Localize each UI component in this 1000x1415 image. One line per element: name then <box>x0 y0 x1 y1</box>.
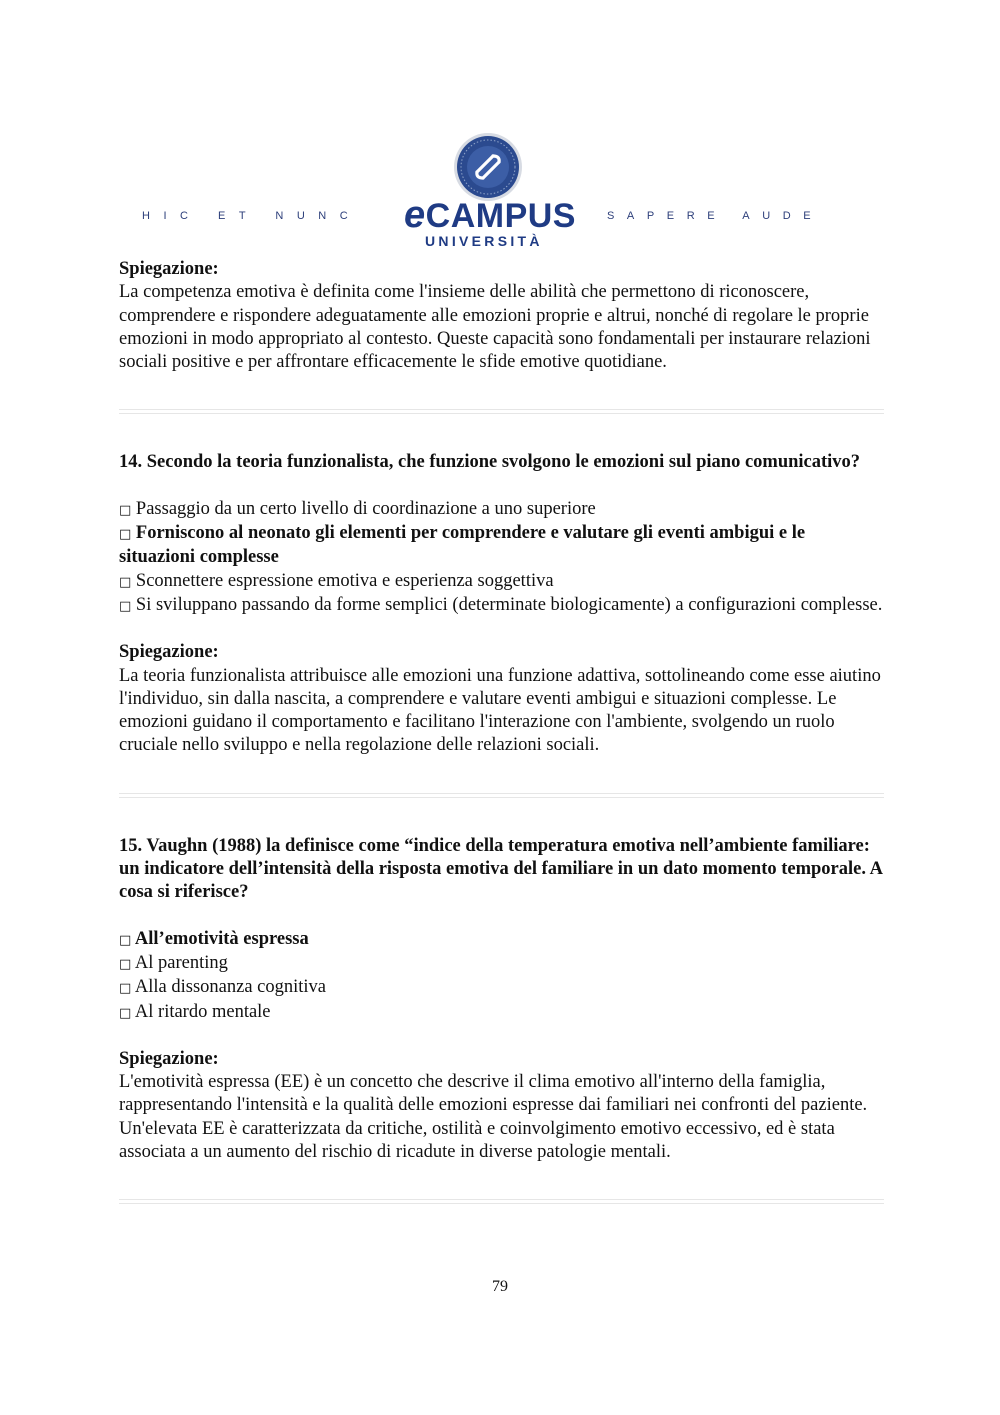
brand-e: e <box>404 194 426 236</box>
explanation-label: Spiegazione: <box>119 642 219 663</box>
checkbox-icon: □ <box>119 502 132 518</box>
explanation-label: Spiegazione: <box>119 1048 219 1069</box>
page-content <box>119 258 884 1241</box>
motto-left: HIC ET NUNC <box>142 210 362 222</box>
intro-explanation <box>119 258 884 374</box>
option-text: Passaggio da un certo livello di coordinazione a uno superiore <box>135 498 596 519</box>
checkbox-icon: □ <box>119 574 132 590</box>
answer-option <box>119 952 884 976</box>
page-number: 79 <box>492 1278 508 1295</box>
section-divider <box>119 793 884 798</box>
checkbox-icon: □ <box>119 932 132 948</box>
motto-right: SAPERE AUDE <box>607 210 824 222</box>
answer-option-correct <box>119 928 884 952</box>
checkbox-icon: □ <box>119 1005 132 1021</box>
answer-option <box>119 594 884 618</box>
option-text: Si sviluppano passando da forme semplici (determinate biologicamente) a configurazioni complesse. <box>135 594 883 615</box>
checkbox-icon: □ <box>119 956 132 972</box>
option-text: Al ritardo mentale <box>134 1001 271 1022</box>
question-14 <box>119 451 884 757</box>
option-text: Forniscono al neonato gli elementi per comprendere e valutare gli eventi ambigui e le situazioni complesse <box>119 523 806 568</box>
option-text: Alla dissonanza cognitiva <box>134 977 327 998</box>
brand-name: CAMPUS <box>425 197 576 235</box>
answer-options <box>119 928 884 1025</box>
section-divider <box>119 409 884 414</box>
option-text: Al parenting <box>134 952 228 973</box>
university-seal-logo <box>453 132 523 202</box>
answer-option <box>119 570 884 594</box>
explanation-text: L'emotività espressa (EE) è un concetto che descrive il clima emotivo all'interno della famiglia, rappresentando l'intensità e la qualità delle emozioni espresse dai familiari nei confronti del paziente. Un'elevata EE è caratterizzata da critiche, ostilità e coinvolgimento emotivo eccessivo, ed è stata associata a un aumento del rischio di ricadute in diverse patologie mentali. <box>119 1072 868 1163</box>
checkbox-icon: □ <box>119 981 132 997</box>
checkbox-icon: □ <box>119 598 132 614</box>
answer-option-correct <box>119 522 884 570</box>
answer-option <box>119 976 884 1000</box>
brand-wordmark <box>404 194 576 237</box>
answer-options <box>119 498 884 618</box>
explanation-text: La teoria funzionalista attribuisce alle emozioni una funzione adattiva, sottolineando come esse aiutino l'individuo, sin dalla nascita, a comprendere e valutare eventi ambigui e situazioni complesse. Le emozioni guidano il comportamento e facilitano l'interazione con l'ambiente, svolgendo un ruolo cruciale nello sviluppo e nella regolazione delle relazioni sociali. <box>119 665 881 756</box>
question-text: 15. Vaughn (1988) la definisce come “indice della temperatura emotiva nell’ambiente familiare: un indicatore dell’intensità della risposta emotiva del familiare in un dato momento temporale. A cosa si riferisce? <box>119 835 882 903</box>
answer-option <box>119 498 884 522</box>
university-label: UNIVERSITÀ <box>425 233 543 249</box>
question-text: 14. Secondo la teoria funzionalista, che funzione svolgono le emozioni sul piano comunicativo? <box>119 452 861 473</box>
answer-option <box>119 1001 884 1025</box>
section-divider <box>119 1199 884 1204</box>
question-15 <box>119 835 884 1165</box>
checkbox-icon: □ <box>119 527 132 543</box>
option-text: All’emotività espressa <box>134 928 309 949</box>
explanation-label: Spiegazione: <box>119 259 219 279</box>
explanation-text: La competenza emotiva è definita come l'insieme delle abilità che permettono di riconoscere, comprendere e rispondere adeguatamente alle emozioni proprie e altrui, nonché di regolare le proprie emozioni in modo appropriato al contesto. Queste capacità sono fondamentali per instaurare relazioni sociali positive e per affrontare efficacemente le sfide emotive quotidiane. <box>119 282 871 373</box>
option-text: Sconnettere espressione emotiva e esperienza soggettiva <box>135 570 554 591</box>
page-header <box>0 128 1000 258</box>
